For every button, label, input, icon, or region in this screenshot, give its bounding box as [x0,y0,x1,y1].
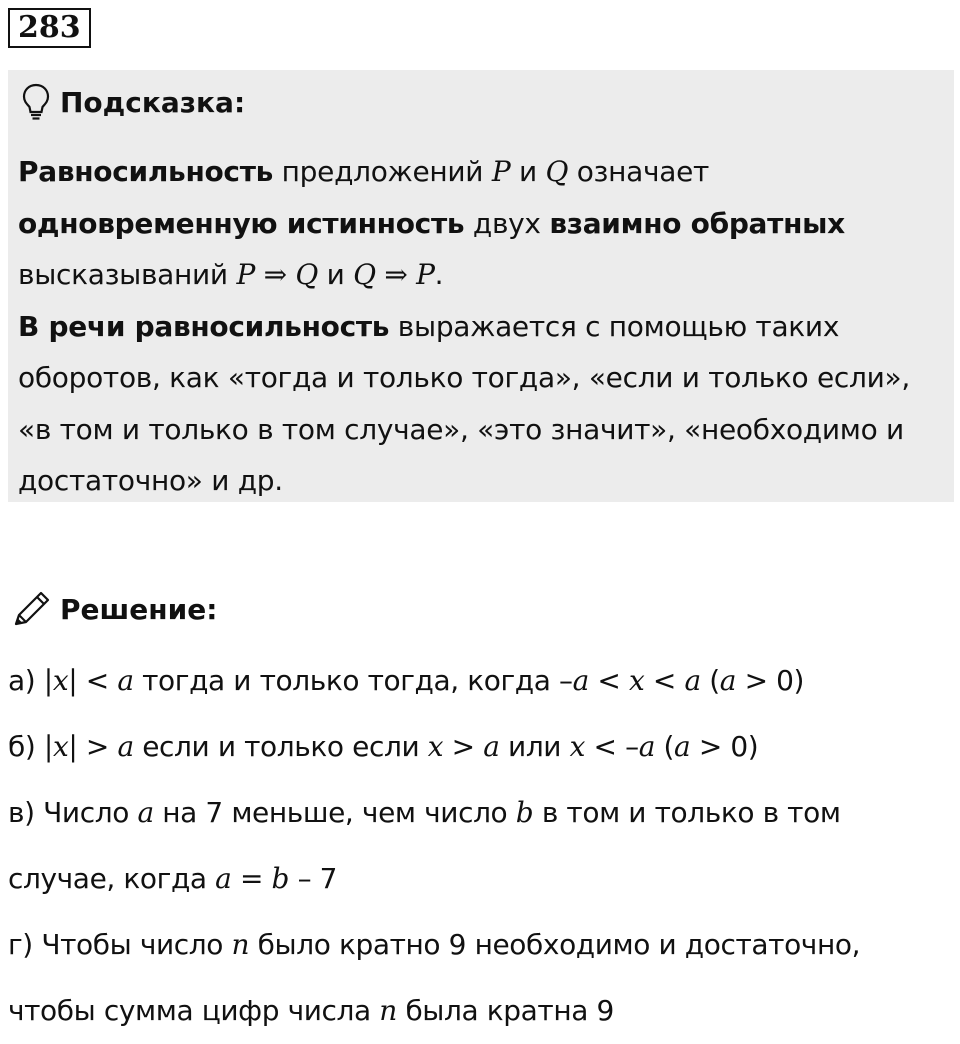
text: а) [8,664,44,697]
solution-list [8,648,954,1044]
lightbulb-icon [22,83,50,121]
solution-item-v [8,780,954,846]
bold-term: одновременную истинность [18,206,465,240]
math-p: P [491,155,511,188]
text: < [644,664,685,697]
math: |x| [43,730,78,763]
solution-item-g [8,912,954,978]
hint-paragraph-1 [18,146,948,301]
math: |x| [43,664,78,697]
text: > [443,730,484,763]
math: a [674,730,691,763]
text: означает [568,155,710,188]
text: или [499,730,570,763]
text: случае, когда [8,862,216,895]
solution-item-v-continued [8,846,954,912]
text: двух [464,206,550,240]
solution-item-g-continued [8,978,954,1044]
text: если и только если [133,730,428,763]
text: и [318,258,354,291]
math: n [231,928,250,961]
text: г) Чтобы число [8,928,232,961]
math: x [569,730,586,763]
bold-term: Равносильность [18,155,274,188]
text: тогда и только тогда, когда – [133,664,573,697]
math: x [427,730,444,763]
text: было кратно 9 необходимо и достаточно, [249,928,861,961]
solution-title: Решение: [60,592,218,626]
text: и [510,155,546,188]
bold-term: взаимно обратных [549,206,845,240]
text: предложений [273,155,492,188]
math: a [117,664,134,697]
math-implication-1: P ⇒ Q [236,258,318,291]
hint-box [8,70,954,502]
text: на 7 меньше, чем число [153,796,516,829]
math: a [483,730,500,763]
math: a [137,796,154,829]
text: в) Число [8,796,138,829]
math: a [572,664,589,697]
math: a [719,664,737,697]
math: n [379,994,397,1027]
hint-title: Подсказка: [60,85,246,119]
text: была кратна 9 [396,994,614,1027]
bold-term: В речи равносильность [18,309,390,343]
math: a [215,862,232,895]
text: высказываний [18,258,237,291]
math: b [515,796,534,829]
text: > 0) [736,664,805,697]
math: a [117,730,134,763]
text: < [77,664,118,697]
solution-header [10,586,217,632]
text: < – [585,730,639,763]
text: = [231,862,272,895]
math: b [271,862,290,895]
math: a [684,664,701,697]
hint-header [22,82,245,122]
text: < [588,664,629,697]
hint-text [18,146,948,507]
text: ( [654,730,675,763]
text: . [434,258,444,291]
text: > [77,730,118,763]
text: > 0) [690,730,759,763]
text: в том и только в том [533,796,841,829]
hint-paragraph-2 [18,301,948,507]
text: чтобы сумма цифр числа [8,994,380,1027]
text: выражается с помощью таких оборотов, как «тогда и только тогда», «если и только если», «в том и только в том случае», «это значит», «необходимо и достаточно» и др. [18,309,910,497]
math-q: Q [545,155,569,188]
math: x [628,664,645,697]
math-implication-2: Q ⇒ P [353,258,435,291]
problem-number: 283 [8,8,91,48]
text: – 7 [289,862,338,895]
text: б) [8,730,44,763]
text: ( [700,664,720,697]
math: a [638,730,655,763]
pencil-icon [10,589,54,629]
solution-item-a [8,648,954,714]
solution-item-b [8,714,954,780]
